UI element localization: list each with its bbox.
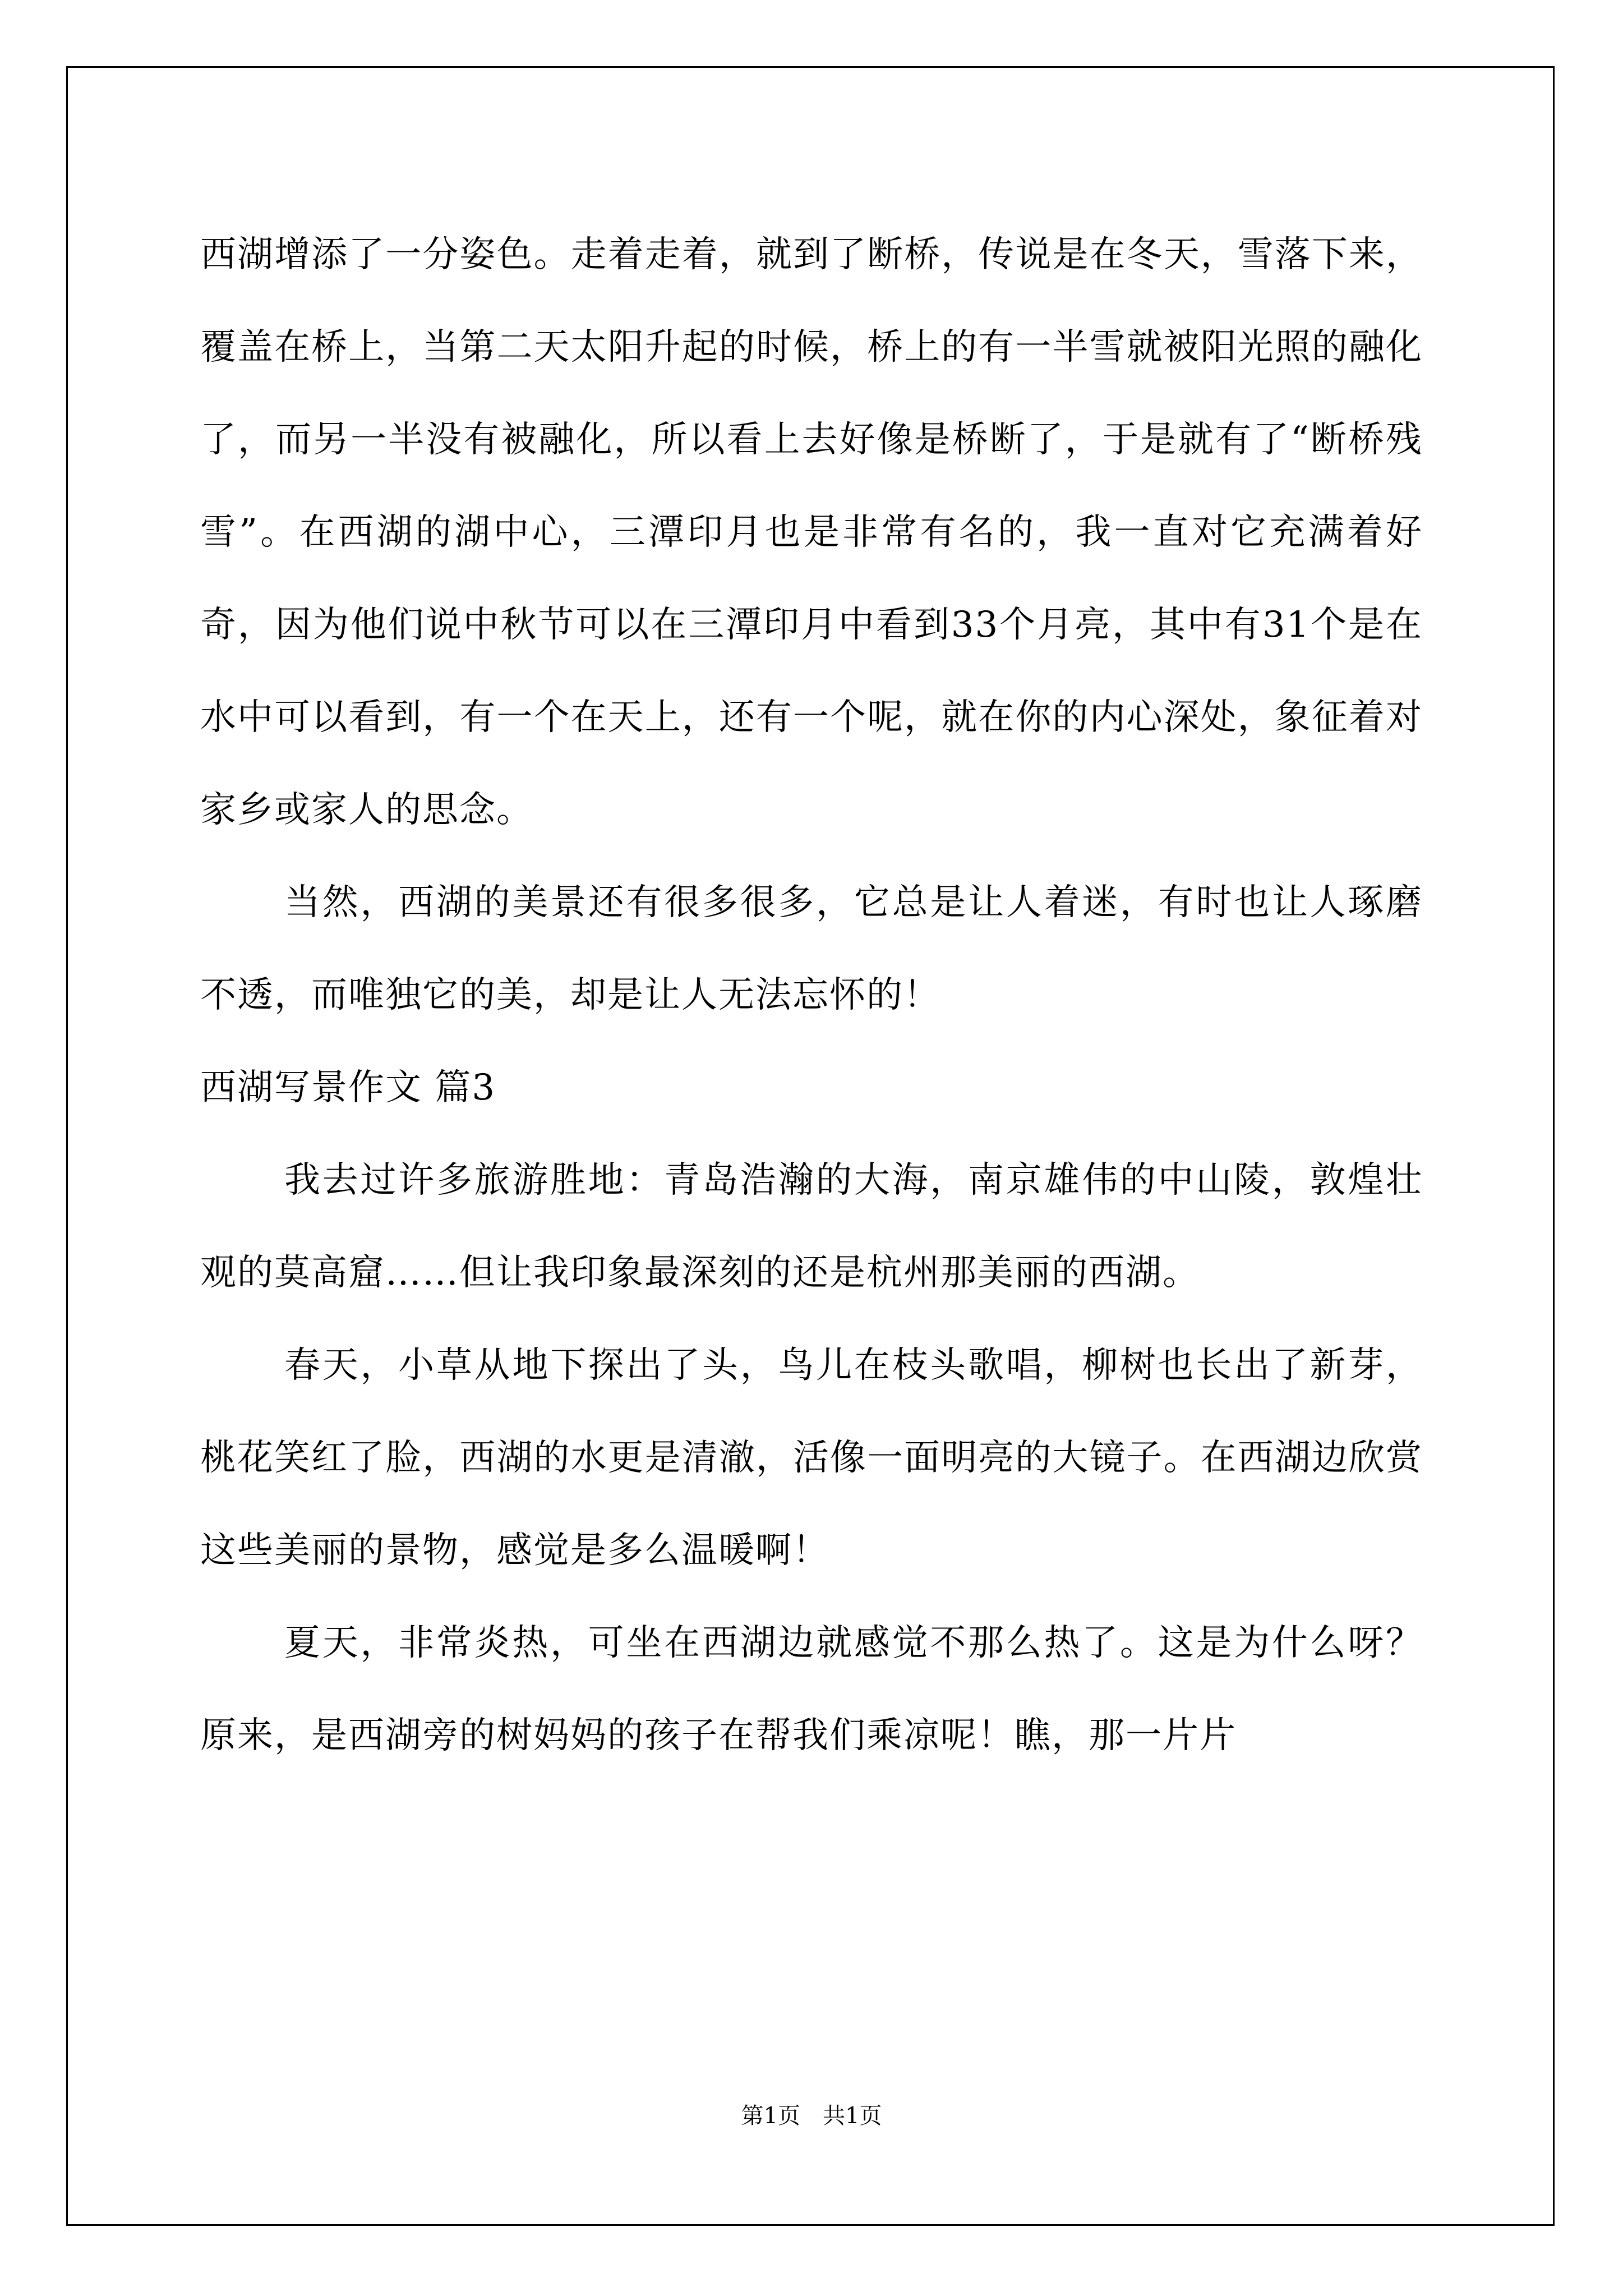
paragraph-travel-places: 我去过许多旅游胜地：青岛浩瀚的大海，南京雄伟的中山陵，敦煌壮观的莫高窟……但让我印象最深刻的还是杭州那美丽的西湖。: [200, 1159, 1423, 1294]
document-body: [200, 209, 1423, 1782]
paragraph-west-lake-broken-bridge: 西湖增添了一分姿色。走着走着，就到了断桥，传说是在冬天，雪落下来，覆盖在桥上，当第二天太阳升起的时候，桥上的有一半雪就被阳光照的融化了，而另一半没有被融化，所以看上去好像是桥断了，于是就有了“断桥残雪”。在西湖的湖中心，三潭印月也是非常有名的，我一直对它充满着好奇，因为他们说中秋节可以在三潭印月中看到33个月亮，其中有31个是在水中可以看到，有一个在天上，还有一个呢，就在你的内心深处，象征着对家乡或家人的思念。: [200, 234, 1423, 831]
paragraph-west-lake-beauty: 当然，西湖的美景还有很多很多，它总是让人着迷，有时也让人琢磨不透，而唯独它的美，却是让人无法忘怀的！: [200, 882, 1423, 1016]
section-heading: 西湖写景作文 篇3: [200, 1067, 496, 1108]
paragraph-spring: 春天，小草从地下探出了头，鸟儿在枝头歌唱，柳树也长出了新芽，桃花笑红了脸，西湖的水更是清澈，活像一面明亮的大镜子。在西湖边欣赏这些美丽的景物，感觉是多么温暖啊！: [200, 1345, 1423, 1571]
paragraph-summer: 夏天，非常炎热，可坐在西湖边就感觉不那么热了。这是为什么呀？原来，是西湖旁的树妈妈的孩子在帮我们乘凉呢！瞧，那一片片: [200, 1622, 1423, 1756]
page-footer: 第1页 共1页: [741, 2103, 882, 2129]
